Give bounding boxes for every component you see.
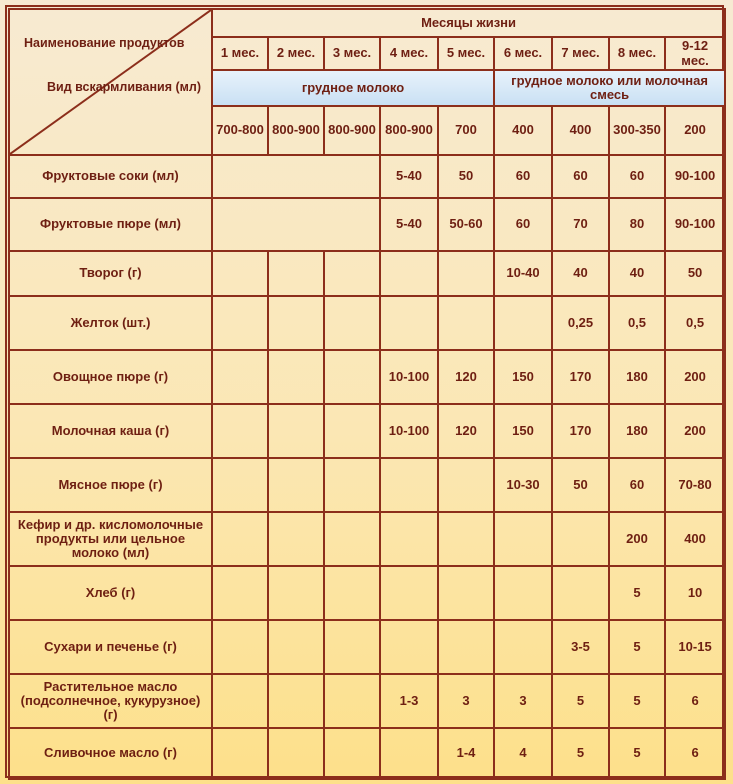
month-header: 7 мес. (552, 37, 609, 70)
product-name-cell: Хлеб (г) (9, 566, 212, 620)
value-cell (212, 251, 268, 296)
product-name-cell: Мясное пюре (г) (9, 458, 212, 512)
value-cell: 50 (552, 458, 609, 512)
product-name-cell: Фруктовые пюре (мл) (9, 198, 212, 251)
value-cell: 5-40 (380, 198, 438, 251)
value-cell (268, 674, 324, 728)
month-header: 1 мес. (212, 37, 268, 70)
value-cell (212, 296, 268, 350)
value-cell: 60 (609, 458, 665, 512)
value-cell (494, 566, 552, 620)
value-cell: 60 (552, 155, 609, 198)
table-row (9, 728, 725, 779)
value-cell: 70 (552, 198, 609, 251)
value-cell (380, 512, 438, 566)
milk-volume-cell: 800-900 (268, 106, 324, 155)
value-cell (494, 296, 552, 350)
value-cell: 80 (609, 198, 665, 251)
value-cell: 150 (494, 350, 552, 404)
feeding-type-label: Вид вскармливания (мл) (47, 80, 201, 94)
value-cell (212, 674, 268, 728)
value-cell (268, 404, 324, 458)
value-cell (212, 350, 268, 404)
product-name-cell: Растительное масло (подсолнечное, кукурузное) (г) (9, 674, 212, 728)
value-cell: 6 (665, 728, 725, 779)
value-cell (212, 566, 268, 620)
product-name-cell: Желток (шт.) (9, 296, 212, 350)
table-row (9, 350, 725, 404)
value-cell: 3 (438, 674, 494, 728)
empty-merged-cell (212, 155, 380, 198)
value-cell (212, 620, 268, 674)
value-cell: 10-30 (494, 458, 552, 512)
value-cell: 1-3 (380, 674, 438, 728)
value-cell: 10 (665, 566, 725, 620)
products-column-label: Наименование продуктов (24, 36, 185, 50)
product-name-cell: Фруктовые соки (мл) (9, 155, 212, 198)
milk-volume-cell: 300-350 (609, 106, 665, 155)
table-row (9, 566, 725, 620)
value-cell (212, 458, 268, 512)
value-cell (552, 566, 609, 620)
value-cell: 200 (665, 350, 725, 404)
value-cell: 0,25 (552, 296, 609, 350)
value-cell (324, 620, 380, 674)
value-cell: 1-4 (438, 728, 494, 779)
value-cell: 3 (494, 674, 552, 728)
table-row (9, 512, 725, 566)
value-cell (380, 728, 438, 779)
value-cell (268, 728, 324, 779)
value-cell (324, 458, 380, 512)
value-cell: 3-5 (552, 620, 609, 674)
value-cell (324, 674, 380, 728)
value-cell: 60 (609, 155, 665, 198)
table-row (9, 198, 725, 251)
value-cell: 90-100 (665, 198, 725, 251)
month-header: 5 мес. (438, 37, 494, 70)
month-header: 4 мес. (380, 37, 438, 70)
value-cell: 200 (609, 512, 665, 566)
value-cell: 40 (609, 251, 665, 296)
milk-volume-cell: 700 (438, 106, 494, 155)
milk-volume-cell: 400 (494, 106, 552, 155)
value-cell (438, 296, 494, 350)
value-cell: 90-100 (665, 155, 725, 198)
value-cell: 50 (438, 155, 494, 198)
table-row (9, 296, 725, 350)
value-cell: 0,5 (665, 296, 725, 350)
months-title: Месяцы жизни (212, 9, 725, 37)
value-cell (324, 296, 380, 350)
milk-volume-cell: 800-900 (380, 106, 438, 155)
value-cell: 5 (609, 566, 665, 620)
feeding-type-band: грудное молоко (212, 70, 494, 106)
month-header: 3 мес. (324, 37, 380, 70)
value-cell (324, 404, 380, 458)
value-cell (494, 620, 552, 674)
value-cell (324, 512, 380, 566)
value-cell: 200 (665, 404, 725, 458)
month-header: 6 мес. (494, 37, 552, 70)
product-name-cell: Сухари и печенье (г) (9, 620, 212, 674)
value-cell: 5-40 (380, 155, 438, 198)
value-cell: 170 (552, 350, 609, 404)
table-row (9, 155, 725, 198)
value-cell (438, 458, 494, 512)
milk-volume-cell: 200 (665, 106, 725, 155)
value-cell (268, 512, 324, 566)
value-cell (438, 512, 494, 566)
value-cell: 6 (665, 674, 725, 728)
value-cell: 170 (552, 404, 609, 458)
value-cell (380, 566, 438, 620)
value-cell (380, 620, 438, 674)
empty-merged-cell (212, 198, 380, 251)
value-cell: 10-40 (494, 251, 552, 296)
corner-header-cell (9, 9, 212, 155)
value-cell: 5 (609, 674, 665, 728)
value-cell (552, 512, 609, 566)
value-cell: 5 (609, 620, 665, 674)
value-cell (324, 728, 380, 779)
product-name-cell: Сливочное масло (г) (9, 728, 212, 779)
table-row (9, 404, 725, 458)
milk-volume-cell: 800-900 (324, 106, 380, 155)
value-cell: 120 (438, 404, 494, 458)
value-cell (380, 251, 438, 296)
value-cell (212, 404, 268, 458)
header-row-title (9, 9, 725, 37)
value-cell: 5 (609, 728, 665, 779)
value-cell: 50-60 (438, 198, 494, 251)
value-cell (268, 350, 324, 404)
month-header: 8 мес. (609, 37, 665, 70)
value-cell: 120 (438, 350, 494, 404)
month-header: 2 мес. (268, 37, 324, 70)
value-cell (268, 566, 324, 620)
value-cell: 60 (494, 155, 552, 198)
table-row (9, 620, 725, 674)
product-name-cell: Творог (г) (9, 251, 212, 296)
value-cell (438, 620, 494, 674)
value-cell (324, 251, 380, 296)
value-cell: 10-100 (380, 404, 438, 458)
month-header: 9-12 мес. (665, 37, 725, 70)
feeding-schedule-table (8, 8, 726, 780)
product-name-cell: Овощное пюре (г) (9, 350, 212, 404)
product-name-cell: Молочная каша (г) (9, 404, 212, 458)
value-cell (268, 251, 324, 296)
value-cell: 50 (665, 251, 725, 296)
value-cell: 400 (665, 512, 725, 566)
value-cell (212, 512, 268, 566)
table-row (9, 251, 725, 296)
value-cell (380, 296, 438, 350)
value-cell: 5 (552, 728, 609, 779)
value-cell (324, 350, 380, 404)
table-row (9, 674, 725, 728)
value-cell: 10-15 (665, 620, 725, 674)
value-cell (438, 251, 494, 296)
milk-volume-cell: 700-800 (212, 106, 268, 155)
table-row (9, 458, 725, 512)
value-cell (268, 458, 324, 512)
value-cell: 0,5 (609, 296, 665, 350)
feeding-type-band: грудное молоко или молочная смесь (494, 70, 725, 106)
value-cell: 180 (609, 350, 665, 404)
value-cell: 180 (609, 404, 665, 458)
value-cell (494, 512, 552, 566)
value-cell (268, 620, 324, 674)
value-cell: 4 (494, 728, 552, 779)
value-cell (380, 458, 438, 512)
value-cell (324, 566, 380, 620)
value-cell (438, 566, 494, 620)
milk-volume-cell: 400 (552, 106, 609, 155)
value-cell (212, 728, 268, 779)
value-cell (268, 296, 324, 350)
value-cell: 40 (552, 251, 609, 296)
value-cell: 150 (494, 404, 552, 458)
product-name-cell: Кефир и др. кисломолочные продукты или цельное молоко (мл) (9, 512, 212, 566)
value-cell: 10-100 (380, 350, 438, 404)
value-cell: 5 (552, 674, 609, 728)
value-cell: 70-80 (665, 458, 725, 512)
value-cell: 60 (494, 198, 552, 251)
